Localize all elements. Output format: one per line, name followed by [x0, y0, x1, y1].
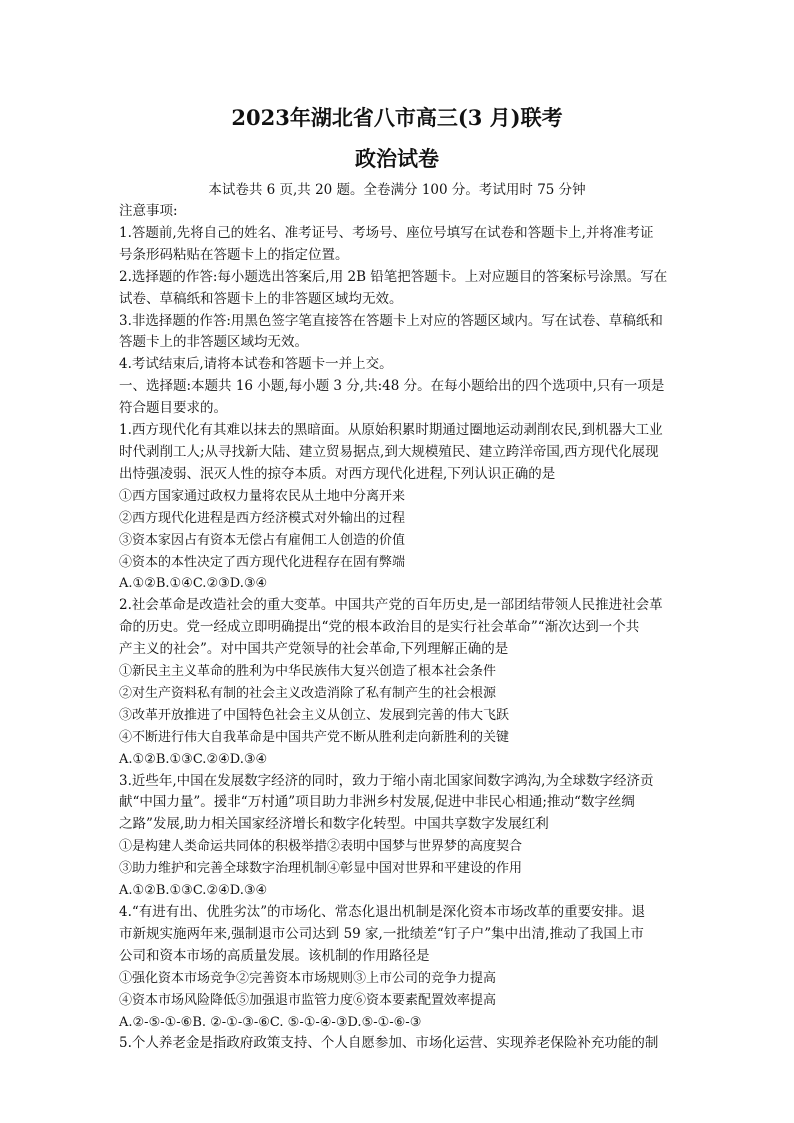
- exam-subtitle: 政治试卷: [355, 146, 439, 171]
- question-option: ③改革开放推进了中国特色社会主义从创立、发展到完善的伟大飞跃: [119, 707, 510, 723]
- question-option: ①新民主主义革命的胜利为中华民族伟大复兴创造了根本社会条件: [119, 664, 497, 680]
- question-stem-line: 2.社会革命是改造社会的重大变革。中国共产党的百年历史,是一部团结带领人民推进社会革: [119, 597, 663, 614]
- question-stem-line: 命的历史。党一经成立即明确提出“党的根本政治目的是实行社会革命”“渐次达到一个共: [119, 619, 640, 636]
- question-stem-line: 产主义的社会”。对中国共产党领导的社会革命,下列理解正确的是: [119, 641, 509, 658]
- exam-info: 本试卷共 6 页,共 20 题。全卷满分 100 分。考试用时 75 分钟: [208, 182, 586, 198]
- notices-heading: 注意事项:: [119, 203, 178, 219]
- question-stem-line: 1.西方现代化有其难以抹去的黑暗面。从原始积累时期通过圈地运动剥削农民,到机器大工业: [119, 422, 663, 439]
- question-option: ①强化资本市场竞争②完善资本市场规则③上市公司的竞争力提高: [119, 970, 497, 986]
- question-option: ④资本的本性决定了西方现代化进程存在固有弊端: [119, 554, 406, 570]
- section-line: 符合题目要求的。: [119, 400, 227, 417]
- notice-line: 2.选择题的作答:每小题选出答案后,用 2B 铅笔把答题卡。上对应题目的答案标号涂黑。写在: [119, 268, 668, 285]
- question-stem-line: 市新规实施两年来,强制退市公司达到 59 家,一批绩差“钉子户”集中出清,推动了我国上市: [119, 925, 644, 942]
- question-option: ②对生产资料私有制的社会主义改造消除了私有制产生的社会根源: [119, 685, 497, 701]
- question-option: ③助力维护和完善全球数字治理机制④彰显中国对世界和平建设的作用: [119, 861, 523, 877]
- question-stem-line: 时代剥削工人;从寻找新大陆、建立贸易据点,到大规模殖民、建立跨洋帝国,西方现代化展现: [119, 443, 659, 460]
- notices-section: [119, 201, 675, 376]
- question-stem-line: 公司和资本市场的高质量发展。该机制的作用路径是: [119, 947, 430, 964]
- notice-line: 4.考试结束后,请将本试卷和答题卡一并上交。: [119, 356, 393, 373]
- section-line: 一、选择题:本题共 16 小题,每小题 3 分,共:48 分。在每小题给出的四个选项中,只有一项是: [119, 378, 665, 395]
- answer-choices: A.①②B.①④C.②③D.③④: [119, 576, 268, 592]
- question-option: ①西方国家通过政权力量将农民从土地中分离开来: [119, 488, 406, 504]
- exam-title: 2023年湖北省八市高三(3 月)联考: [231, 105, 563, 130]
- section-instructions: [119, 376, 675, 420]
- question-stem-line: 出恃强凌弱、泯灭人性的掠夺本质。对西方现代化进程,下列认识正确的是: [119, 465, 556, 482]
- answer-choices: A.①②B.①③C.②④D.③④: [119, 751, 268, 767]
- answer-choices: A.①②B.①③C.②④D.③④: [119, 883, 268, 899]
- question-option: ③资本家因占有资本无偿占有雇佣工人创造的价值: [119, 532, 406, 548]
- question-4: [119, 902, 675, 1033]
- answer-choices: A.②-⑤-①-⑥B. ②-①-③-⑥C. ⑤-①-④-③D.⑤-①-⑥-③: [119, 1014, 422, 1030]
- question-5: [119, 1033, 675, 1055]
- question-1: [119, 420, 675, 595]
- notice-line: 答题卡上的非答题区域均无效。: [119, 334, 308, 351]
- exam-body: [119, 201, 675, 1055]
- question-stem-line: 3.近些年,中国在发展数字经济的同时，致力于缩小南北国家间数字鸿沟,为全球数字经济贡: [119, 772, 654, 789]
- question-stem-line: 4.“有进有出、优胜劣汰”的市场化、常态化退出机制是深化资本市场改革的重要安排。退: [119, 904, 646, 920]
- notice-line: 1.答题前,先将自己的姓名、准考证号、考场号、座位号填写在试卷和答题卡上,并将准考证: [119, 224, 654, 241]
- question-stem-line: 5.个人养老金是指政府政策支持、个人自愿参加、市场化运营、实现养老保险补充功能的制: [119, 1035, 659, 1052]
- notice-line: 号条形码粘贴在答题卡上的指定位置。: [119, 246, 349, 263]
- question-option: ①是构建人类命运共同体的积极举措②表明中国梦与世界梦的高度契合: [119, 839, 523, 855]
- question-stem-line: 之路”发展,助力相关国家经济增长和数字化转型。中国共享数字发展红利: [119, 816, 549, 833]
- question-3: [119, 771, 675, 902]
- question-option: ②西方现代化进程是西方经济模式对外输出的过程: [119, 510, 406, 526]
- question-option: ④资本市场风险降低⑤加强退市监管力度⑥资本要素配置效率提高: [119, 992, 497, 1008]
- notice-line: 3.非选择题的作答:用黑色签字笔直接答在答题卡上对应的答题区域内。写在试卷、草稿纸和: [119, 312, 663, 329]
- question-2: [119, 595, 675, 770]
- question-option: ④不断进行伟大自我革命是中国共产党不断从胜利走向新胜利的关键: [119, 729, 510, 745]
- notice-line: 试卷、草稿纸和答题卡上的非答题区域均无效。: [119, 290, 403, 307]
- question-stem-line: 献“中国力量”。援非“万村通”项目助力非洲乡村发展,促进中非民心相通;推动“数字丝绸: [119, 794, 635, 811]
